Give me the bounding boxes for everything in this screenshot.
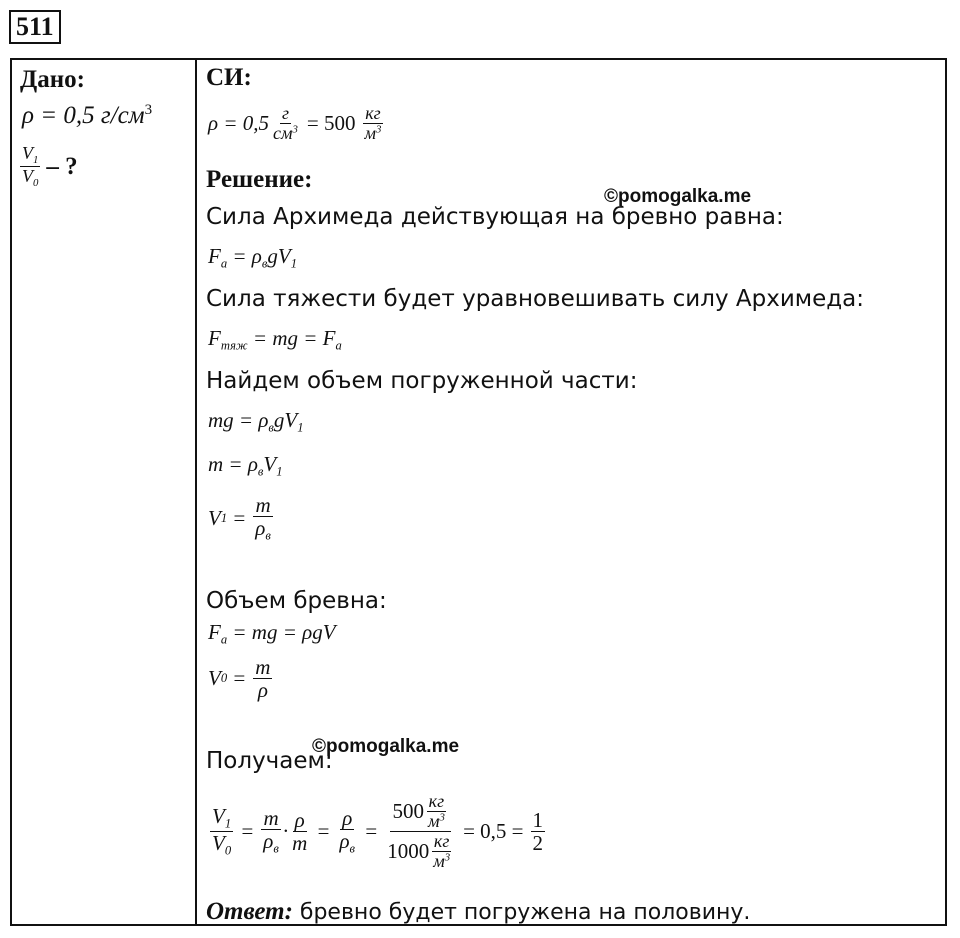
f1-rest: = ρ — [232, 244, 262, 268]
formula-m — [208, 452, 283, 479]
answer-text: бревно будет погружена на половину. — [292, 900, 751, 925]
final-d-den-sub: в — [349, 841, 356, 856]
f4-1: 1 — [276, 464, 283, 479]
f1-v: в — [261, 256, 268, 271]
f5-den-rho: ρ — [255, 516, 266, 541]
given-find-den-sub: 0 — [33, 176, 39, 189]
line-submerged: Найдем объем погруженной части: — [206, 368, 638, 394]
f5-num: m — [255, 493, 271, 517]
si-cm3 — [271, 124, 300, 143]
f6-a: а — [220, 632, 228, 647]
si-heading: СИ: — [206, 64, 252, 91]
f1-F: F — [208, 244, 221, 268]
final-c-num: ρ — [294, 807, 305, 832]
final-e-bot-kg: кг — [433, 830, 450, 851]
f7-den: ρ — [257, 678, 268, 703]
formula-force-balance — [208, 620, 336, 647]
final-e-top-kg: кг — [428, 791, 445, 811]
final-c — [290, 809, 309, 854]
f7-fraction — [253, 656, 272, 701]
f4-V: V — [263, 452, 277, 476]
final-half — [531, 809, 546, 854]
given-density — [22, 102, 152, 130]
final-e-bot-unit — [431, 832, 452, 871]
si-frac-g-cm3 — [271, 104, 300, 143]
final-e-bot-exp: 3 — [444, 851, 451, 864]
final-a-den — [210, 832, 233, 858]
line-archimedes: Сила Архимеда действующая на бревно равна: — [206, 204, 784, 230]
final-e-top-m: м — [427, 810, 440, 831]
si-conversion — [208, 104, 385, 143]
line-log-volume: Объем бревна: — [206, 588, 387, 614]
final-tail: = 0,5 = — [463, 818, 524, 843]
given-find — [18, 144, 78, 189]
final-c-den: m — [292, 830, 308, 855]
f3-v: в — [268, 420, 274, 435]
answer-label: Ответ: — [206, 898, 293, 925]
problem-number: 511 — [9, 10, 61, 44]
watermark-top: ©pomogalka.me — [604, 186, 752, 207]
si-eq500: = 500 — [306, 110, 356, 135]
f1-1: 1 — [290, 256, 297, 271]
final-e-den — [385, 832, 456, 871]
final-eq3: = — [364, 818, 379, 843]
line-result: Получаем: — [206, 748, 333, 774]
si-cm: см — [273, 122, 293, 143]
final-e-top-m3 — [426, 812, 447, 831]
formula-gravity — [208, 326, 342, 353]
given-density-exp: 3 — [144, 102, 153, 118]
si-m: м — [364, 122, 376, 143]
si-g: г — [281, 103, 289, 123]
formula-V1 — [208, 494, 275, 543]
given-find-fraction — [20, 144, 40, 189]
solution-heading: Решение: — [206, 166, 313, 193]
final-dot: · — [282, 818, 289, 843]
f7-0: 0 — [220, 671, 228, 686]
final-a-num — [210, 805, 233, 832]
final-e — [385, 792, 456, 871]
final-a-den-v: V — [212, 830, 225, 855]
final-e-top-exp: 3 — [439, 811, 445, 824]
si-cm-exp: 3 — [292, 123, 298, 136]
formula-mg — [208, 408, 304, 435]
given-find-den — [20, 167, 40, 189]
final-a-den-sub: 0 — [224, 843, 232, 858]
final-b-num: m — [263, 805, 279, 830]
final-e-bot-val: 1000 — [387, 839, 430, 864]
si-frac-kg-m3 — [363, 104, 384, 143]
f3-gV: gV — [273, 408, 298, 432]
final-a — [210, 805, 233, 857]
f7-num: m — [255, 655, 271, 679]
final-d-den — [337, 830, 357, 856]
f1-a: а — [220, 256, 228, 271]
final-e-bot-m: м — [433, 850, 445, 871]
si-m-exp: 3 — [376, 123, 382, 136]
f2-mid: = mg = F — [252, 326, 336, 350]
final-e-top-unit — [426, 792, 447, 831]
final-eq1: = — [240, 818, 255, 843]
final-a-num-sub: 1 — [224, 816, 232, 831]
final-d-num: ρ — [342, 805, 353, 830]
line-gravity: Сила тяжести будет уравновешивать силу Архимеда: — [206, 286, 865, 312]
f4-v: в — [257, 464, 264, 479]
final-e-bot-m3 — [431, 852, 452, 871]
si-rho: ρ = 0,5 — [208, 110, 270, 135]
final-half-den: 2 — [532, 830, 544, 855]
f3-left: mg = ρ — [208, 408, 269, 432]
column-divider — [195, 58, 197, 926]
final-b-den — [261, 830, 281, 856]
given-find-den-v: V — [22, 166, 33, 187]
si-m3 — [363, 124, 384, 143]
f2-a: а — [335, 338, 342, 353]
watermark-bottom: ©pomogalka.me — [312, 736, 460, 757]
f6-rest: = mg = ρgV — [232, 620, 336, 644]
f1-gV: gV — [267, 244, 291, 268]
final-d — [337, 807, 357, 856]
final-e-top-val: 500 — [392, 799, 424, 824]
f5-den-sub: в — [265, 528, 271, 543]
formula-final — [208, 792, 547, 871]
given-heading: Дано: — [20, 66, 85, 93]
f3-1: 1 — [297, 420, 304, 435]
f5-fraction — [253, 494, 273, 543]
final-a-num-v: V — [212, 804, 225, 829]
final-b-den-v: ρ — [263, 828, 274, 853]
si-kg: кг — [365, 103, 381, 123]
final-b-den-sub: в — [273, 841, 279, 856]
final-d-den-v: ρ — [339, 828, 350, 853]
f7-eq: = — [232, 666, 247, 691]
given-find-num-v: V — [22, 143, 33, 163]
given-find-suffix: – ? — [46, 152, 78, 180]
f2-F: F — [208, 326, 221, 350]
f5-1: 1 — [220, 510, 228, 525]
final-half-num: 1 — [532, 807, 544, 832]
f5-V: V — [208, 505, 221, 530]
f4-left: m = ρ — [208, 452, 258, 476]
f6-F: F — [208, 620, 221, 644]
formula-V0 — [208, 656, 274, 701]
answer-line — [206, 898, 750, 926]
f5-den — [253, 517, 273, 543]
formula-archimedes — [208, 244, 297, 271]
f7-V: V — [208, 666, 221, 691]
given-density-text: ρ = 0,5 г/см — [22, 102, 145, 129]
final-b — [261, 807, 281, 856]
final-eq2: = — [316, 818, 331, 843]
final-e-num — [390, 792, 450, 832]
given-find-num-sub: 1 — [33, 153, 39, 166]
f2-tyazh: тяж — [220, 338, 248, 353]
given-find-num — [20, 144, 40, 167]
f5-eq: = — [232, 505, 247, 530]
